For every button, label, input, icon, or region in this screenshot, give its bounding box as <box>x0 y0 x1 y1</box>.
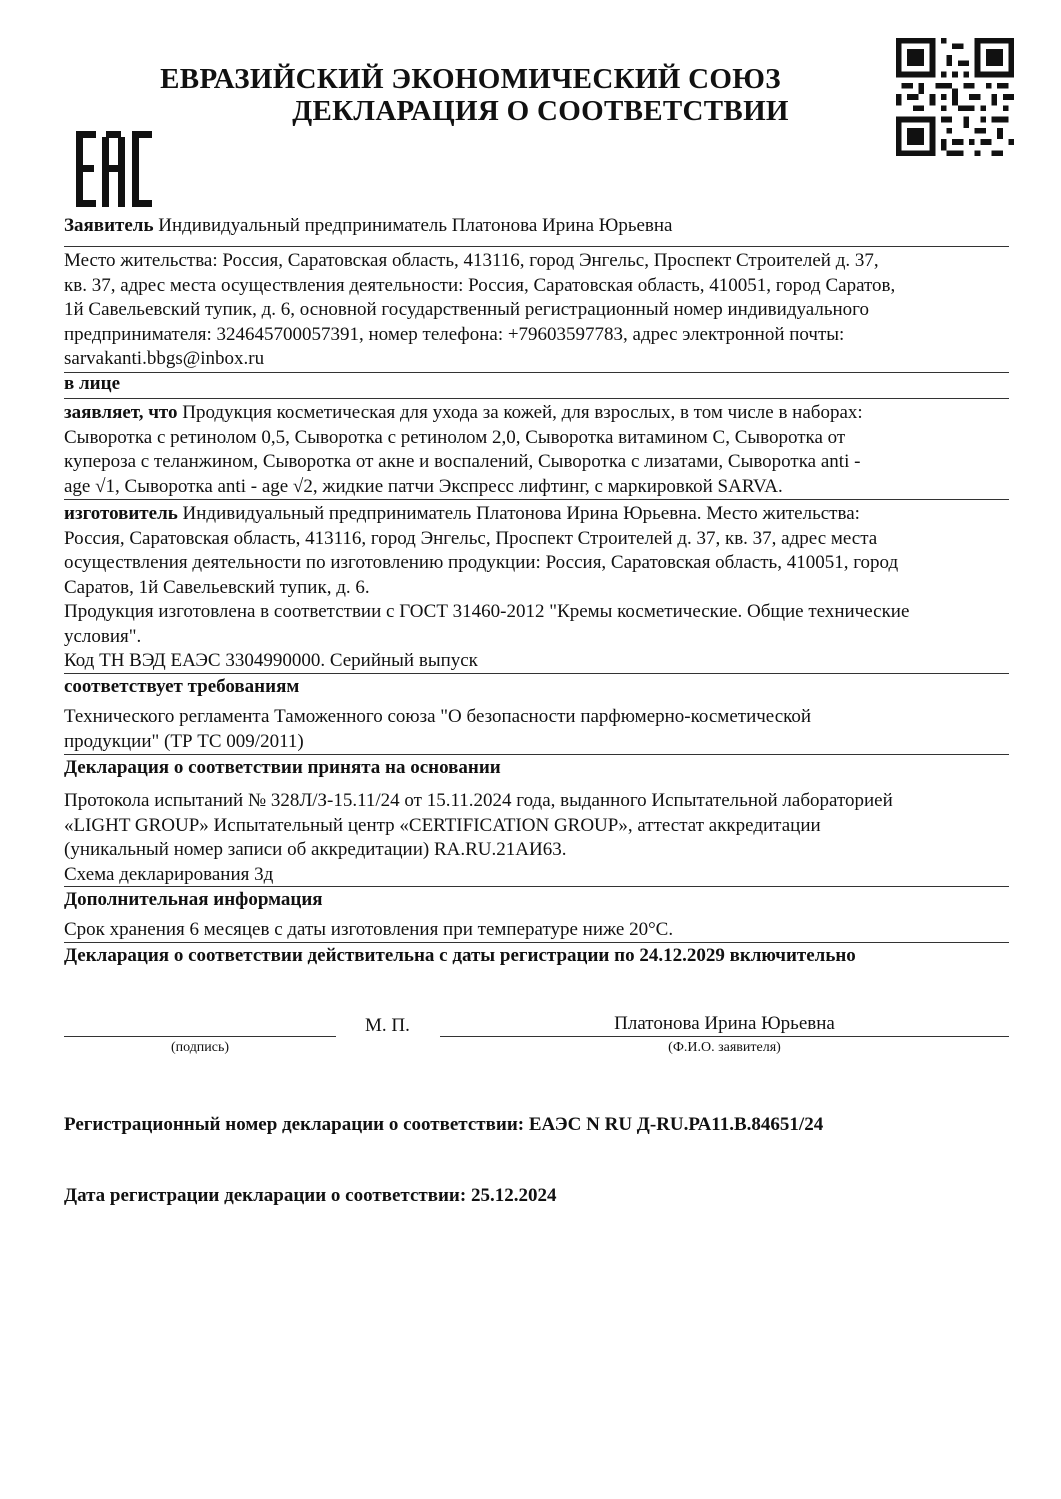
signature-line <box>64 1036 336 1037</box>
basis-label: Декларация о соответствии принята на основании <box>64 757 501 778</box>
declares-block <box>64 401 1009 499</box>
basis-line: «LIGHT GROUP» Испытательный центр «CERTIFICATION GROUP», аттестат аккредитации <box>64 814 821 836</box>
address-line: кв. 37, адрес места осуществления деятельности: Россия, Саратовская область, 410051, город Саратов, <box>64 274 896 296</box>
registration-date: Дата регистрации декларации о соответствии: 25.12.2024 <box>64 1185 557 1206</box>
qr-code-icon <box>896 38 1014 156</box>
address-block <box>64 249 1009 372</box>
hs-code: Код ТН ВЭД ЕАЭС 3304990000. Серийный выпуск <box>64 650 478 671</box>
divider <box>64 499 1009 500</box>
manufacturer-line: Индивидуальный предприниматель Платонова Ирина Юрьевна. Место жительства: <box>177 503 860 524</box>
manufacturer-line: осуществления деятельности по изготовлению продукции: Россия, Саратовская область, 410051, город <box>64 552 899 573</box>
regulation-line: продукции" (ТР ТС 009/2011) <box>64 730 304 752</box>
manufacturer-line: Саратов, 1й Савельевский тупик, д. 6. <box>64 576 370 598</box>
additional-text: Срок хранения 6 месяцев с даты изготовления при температуре ниже 20°С. <box>64 919 674 940</box>
divider <box>64 673 1009 674</box>
applicant-row <box>64 214 1009 239</box>
declares-line: Продукция косметическая для ухода за кожей, для взрослых, в том числе в наборах: <box>177 402 863 423</box>
address-line: 1й Савельевский тупик, д. 6, основной государственный регистрационный номер индивидуального <box>64 299 869 320</box>
divider <box>64 942 1009 943</box>
divider <box>64 754 1009 755</box>
validity-text: Декларация о соответствии действительна с даты регистрации по 24.12.2029 включительно <box>64 945 856 966</box>
regulation-line: Технического регламента Таможенного союза "О безопасности парфюмерно-косметической <box>64 706 812 727</box>
address-line: sarvakanti.bbgs@inbox.ru <box>64 348 265 369</box>
address-line: предпринимателя: 324645700057391, номер телефона: +79603597783, адрес электронной почты: <box>64 323 845 345</box>
manufacturer-block <box>64 502 1009 674</box>
stamp-label: М. П. <box>365 1015 410 1036</box>
eac-mark-icon <box>76 131 152 207</box>
declares-line: age √1, Сыворотка anti - age √2, жидкие патчи Экспресс лифтинг, с маркировкой SARVA. <box>64 475 783 497</box>
declares-line: Сыворотка с ретинолом 0,5, Сыворотка с ретинолом 2,0, Сыворотка витамином С, Сыворотка от <box>64 426 846 448</box>
union-title: ЕВРАЗИЙСКИЙ ЭКОНОМИЧЕСКИЙ СОЮЗ <box>160 63 781 95</box>
additional-label: Дополнительная информация <box>64 889 323 910</box>
divider <box>64 246 1009 247</box>
divider <box>64 398 1009 399</box>
applicant-name: Платонова Ирина Юрьевна <box>614 1013 835 1034</box>
basis-line: (уникальный номер записи об аккредитации) RA.RU.21АИ63. <box>64 839 567 860</box>
address-line: Место жительства: Россия, Саратовская область, 413116, город Энгельс, Проспект Строителей д. 37, <box>64 250 879 271</box>
manufacturer-label: изготовитель <box>64 503 178 524</box>
signature-caption: (подпись) <box>170 1040 230 1055</box>
applicant-label: Заявитель <box>64 215 154 236</box>
represented-by-label: в лице <box>64 373 120 394</box>
divider <box>64 886 1009 887</box>
registration-number: Регистрационный номер декларации о соответствии: ЕАЭС N RU Д-RU.РА11.В.84651/24 <box>64 1114 824 1135</box>
basis-block <box>64 789 1009 887</box>
document-title: ДЕКЛАРАЦИЯ О СООТВЕТСТВИИ <box>292 95 789 127</box>
declares-line: купероза с теланжином, Сыворотка от акне и воспалений, Сыворотка с лизатами, Сыворотка anti - <box>64 451 861 472</box>
declares-label: заявляет, что <box>64 402 178 423</box>
scheme-line: Схема декларирования 3д <box>64 863 274 885</box>
gost-line: Продукция изготовлена в соответствии с ГОСТ 31460-2012 "Кремы косметические. Общие технические <box>64 601 910 622</box>
manufacturer-line: Россия, Саратовская область, 413116, город Энгельс, Проспект Строителей д. 37, кв. 37, адрес места <box>64 527 878 549</box>
name-caption: (Ф.И.О. заявителя) <box>668 1040 781 1055</box>
name-line <box>440 1036 1009 1037</box>
gost-line: условия". <box>64 625 142 647</box>
basis-line: Протокола испытаний № 328Л/З-15.11/24 от 15.11.2024 года, выданного Испытательной лабораторией <box>64 790 893 811</box>
applicant-value: Индивидуальный предприниматель Платонова Ирина Юрьевна <box>153 215 673 236</box>
complies-label: соответствует требованиям <box>64 676 300 697</box>
complies-block <box>64 705 1009 754</box>
